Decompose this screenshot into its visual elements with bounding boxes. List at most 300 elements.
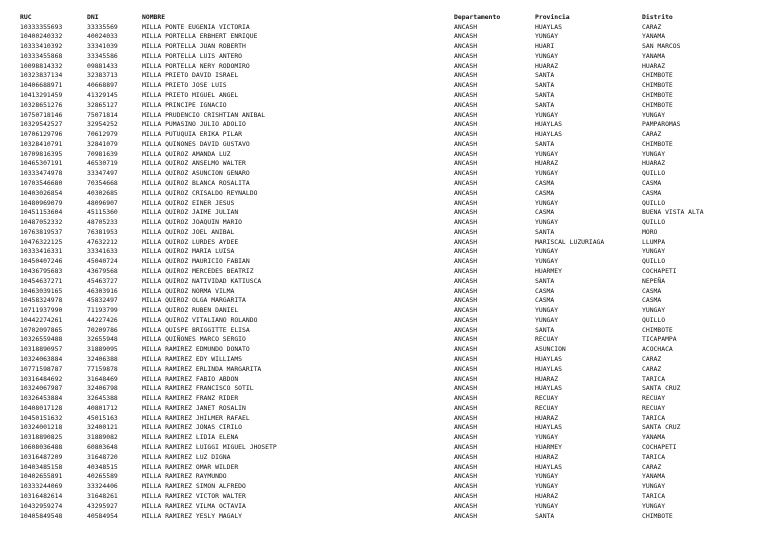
nombre-cell: MILLA PRIETO DAVID ISRAEL (142, 71, 239, 80)
ruc-cell: 10476322125 (20, 237, 63, 246)
table-row (0, 404, 768, 414)
ruc-cell: 10450407246 (20, 257, 63, 266)
ruc-cell: 10702097865 (20, 325, 63, 334)
distrito-cell: YUNGAY (642, 110, 666, 119)
nombre-cell: MILLA RAMIREZ JHILMER RAFAEL (142, 413, 250, 422)
departamento-cell: ANCASH (454, 257, 478, 266)
departamento-cell: ANCASH (454, 267, 478, 275)
distrito-cell: YUNGAY (642, 247, 666, 256)
provincia-cell: MARISCAL LUZURIAGA (535, 237, 605, 246)
distrito-cell: CASMA (642, 178, 662, 187)
provincia-cell: YUNGAY (535, 247, 559, 256)
provincia-cell: SANTA (535, 100, 555, 109)
distrito-cell: YANAMA (642, 32, 666, 41)
dni-cell: 31648720 (87, 452, 118, 461)
table-row (0, 71, 768, 81)
provincia-cell: HUAYLAS (535, 384, 562, 393)
dni-cell: 33341039 (87, 42, 118, 51)
provincia-cell: YUNGAY (535, 315, 559, 324)
provincia-cell: HUAYLAS (535, 355, 562, 364)
dni-cell: 75071814 (87, 110, 118, 119)
distrito-cell: MORO (642, 227, 658, 236)
column-header-dni: DNI (87, 13, 99, 21)
table-row (0, 365, 768, 375)
table-row (0, 443, 768, 453)
table-row (0, 453, 768, 463)
departamento-cell: ANCASH (454, 247, 478, 256)
distrito-cell: TARICA (642, 413, 666, 422)
provincia-cell: HUARMEY (535, 267, 562, 275)
dni-cell: 31648261 (87, 491, 118, 500)
departamento-cell: ANCASH (454, 345, 478, 354)
nombre-cell: MILLA PRIETO JOSE LUIS (142, 81, 227, 90)
nombre-cell: MILLA PONTE EUGENIA VICTORIA (142, 22, 250, 31)
distrito-cell: RECUAY (642, 394, 666, 403)
dni-cell: 43295927 (87, 501, 118, 510)
dni-cell: 40302685 (87, 188, 118, 197)
departamento-cell: ANCASH (454, 374, 478, 383)
table-row (0, 375, 768, 385)
nombre-cell: MILLA RAMIREZ ERLINDA MARGARITA (142, 364, 262, 373)
departamento-cell: ANCASH (454, 61, 478, 70)
distrito-cell: CHIMBOTE (642, 100, 673, 109)
nombre-cell: MILLA QUIÑONES MARCO SERGIO (142, 335, 246, 344)
table-row (0, 208, 768, 218)
provincia-cell: SANTA (535, 139, 555, 148)
distrito-cell: QUILLO (642, 257, 666, 266)
nombre-cell: MILLA RAMIREZ LUZ DIGNA (142, 452, 231, 461)
table-row (0, 316, 768, 326)
ruc-cell: 10436795683 (20, 267, 63, 275)
nombre-cell: MILLA QUIROZ RUBEN DANIEL (142, 306, 239, 315)
dni-cell: 40024033 (87, 32, 118, 41)
table-row (0, 482, 768, 492)
ruc-cell: 10098814332 (20, 61, 63, 70)
dni-cell: 70612979 (87, 130, 118, 139)
nombre-cell: MILLA RAMIREZ LUIGGI MIGUEL JHOSETP (142, 443, 277, 452)
nombre-cell: MILLA QUISPE BRIGGITTE ELISA (142, 325, 250, 334)
distrito-cell: SAN MARCOS (642, 42, 681, 51)
ruc-cell: 10333410392 (20, 42, 63, 51)
distrito-cell: TARICA (642, 491, 666, 500)
distrito-cell: CHIMBOTE (642, 139, 673, 148)
nombre-cell: MILLA RAMIREZ FRANZ RIDER (142, 394, 239, 403)
dni-cell: 31889082 (87, 433, 118, 442)
ruc-cell: 10333474978 (20, 169, 63, 178)
dni-cell: 40584954 (87, 511, 118, 520)
ruc-cell: 10405849548 (20, 511, 63, 520)
provincia-cell: YUNGAY (535, 169, 559, 178)
nombre-cell: MILLA RAMIREZ RAYMUNDO (142, 472, 227, 481)
nombre-cell: MILLA RAMIREZ JANET ROSALIN (142, 403, 246, 412)
distrito-cell: SANTA CRUZ (642, 423, 681, 432)
dni-cell: 47632212 (87, 237, 118, 246)
provincia-cell: SANTA (535, 71, 555, 80)
provincia-cell: SANTA (535, 325, 555, 334)
table-header-row (0, 13, 768, 23)
provincia-cell: HUARAZ (535, 61, 559, 70)
dni-cell: 70354668 (87, 178, 118, 187)
dni-cell: 32841079 (87, 139, 118, 148)
nombre-cell: MILLA QUIROZ VITALIANO ROLANDO (142, 315, 258, 324)
ruc-cell: 10706129796 (20, 130, 63, 139)
ruc-cell: 10709816395 (20, 149, 63, 158)
nombre-cell: MILLA QUIROZ ASUNCION GENARO (142, 169, 250, 178)
departamento-cell: ANCASH (454, 462, 478, 471)
ruc-cell: 10463039165 (20, 286, 63, 295)
provincia-cell: HUAYLAS (535, 423, 562, 432)
column-header-provincia: Provincia (535, 13, 570, 21)
dni-cell: 45115360 (87, 208, 118, 217)
departamento-cell: ANCASH (454, 100, 478, 109)
departamento-cell: ANCASH (454, 198, 478, 207)
departamento-cell: ANCASH (454, 130, 478, 139)
dni-cell: 76381953 (87, 227, 118, 236)
dni-cell: 32406798 (87, 384, 118, 393)
departamento-cell: ANCASH (454, 403, 478, 412)
provincia-cell: CASMA (535, 178, 555, 187)
provincia-cell: HUARAZ (535, 159, 559, 168)
provincia-cell: YUNGAY (535, 472, 559, 481)
ruc-cell: 10316482614 (20, 491, 63, 500)
ruc-cell: 10318890825 (20, 433, 63, 442)
dni-cell: 46530719 (87, 159, 118, 168)
distrito-cell: QUILLO (642, 198, 666, 207)
nombre-cell: MILLA PUTUQUIA ERIKA PILAR (142, 130, 243, 139)
ruc-cell: 10413291459 (20, 90, 63, 99)
provincia-cell: SANTA (535, 90, 555, 99)
ruc-cell: 10316484692 (20, 374, 63, 383)
ruc-cell: 10323837134 (20, 71, 63, 80)
distrito-cell: CASMA (642, 296, 662, 305)
ruc-cell: 10763819537 (20, 227, 63, 236)
ruc-cell: 10480969079 (20, 198, 63, 207)
ruc-cell: 10333455868 (20, 51, 63, 60)
dni-cell: 33324406 (87, 482, 118, 491)
departamento-cell: ANCASH (454, 178, 478, 187)
departamento-cell: ANCASH (454, 384, 478, 393)
ruc-cell: 10324067987 (20, 384, 63, 393)
departamento-cell: ANCASH (454, 237, 478, 246)
dni-cell: 33347497 (87, 169, 118, 178)
table-row (0, 433, 768, 443)
distrito-cell: TARICA (642, 374, 666, 383)
table-row (0, 228, 768, 238)
table-row (0, 257, 768, 267)
ruc-cell: 10408017128 (20, 403, 63, 412)
provincia-cell: HUARAZ (535, 452, 559, 461)
dni-cell: 45463727 (87, 276, 118, 285)
provincia-cell: HUAYLAS (535, 22, 562, 31)
distrito-cell: QUILLO (642, 218, 666, 227)
provincia-cell: CASMA (535, 208, 555, 217)
table-row (0, 179, 768, 189)
dni-cell: 33335569 (87, 22, 118, 31)
provincia-cell: CASMA (535, 296, 555, 305)
distrito-cell: YUNGAY (642, 306, 666, 315)
dni-cell: 32865127 (87, 100, 118, 109)
distrito-cell: CHIMBOTE (642, 90, 673, 99)
distrito-cell: YUNGAY (642, 482, 666, 491)
nombre-cell: MILLA QUIROZ JAIME JULIAN (142, 208, 239, 217)
departamento-cell: ANCASH (454, 139, 478, 148)
provincia-cell: YUNGAY (535, 149, 559, 158)
ruc-cell: 10711937990 (20, 306, 63, 315)
table-row (0, 111, 768, 121)
dni-cell: 32406388 (87, 355, 118, 364)
ruc-cell: 10406688971 (20, 81, 63, 90)
dni-cell: 45015163 (87, 413, 118, 422)
dni-cell: 77159878 (87, 364, 118, 373)
ruc-cell: 10450151632 (20, 413, 63, 422)
table-row (0, 130, 768, 140)
dni-cell: 43679568 (87, 267, 118, 275)
departamento-cell: ANCASH (454, 120, 478, 129)
table-row (0, 199, 768, 209)
departamento-cell: ANCASH (454, 306, 478, 315)
table-row (0, 140, 768, 150)
nombre-cell: MILLA PRUDENCIO CRISHTIAN ANIBAL (142, 110, 266, 119)
distrito-cell: SANTA CRUZ (642, 384, 681, 393)
distrito-cell: COCHAPETI (642, 443, 677, 452)
departamento-cell: ANCASH (454, 355, 478, 364)
dni-cell: 40668897 (87, 81, 118, 90)
nombre-cell: MILLA RAMIREZ LIDIA ELENA (142, 433, 239, 442)
provincia-cell: YUNGAY (535, 501, 559, 510)
provincia-cell: RECUAY (535, 335, 559, 344)
departamento-cell: ANCASH (454, 90, 478, 99)
distrito-cell: CARAZ (642, 22, 662, 31)
provincia-cell: RECUAY (535, 403, 559, 412)
dni-cell: 45832497 (87, 296, 118, 305)
dni-cell: 31889095 (87, 345, 118, 354)
provincia-cell: HUARAZ (535, 491, 559, 500)
departamento-cell: ANCASH (454, 286, 478, 295)
ruc-cell: 10771598787 (20, 364, 63, 373)
dni-cell: 32954252 (87, 120, 118, 129)
provincia-cell: YUNGAY (535, 306, 559, 315)
distrito-cell: CASMA (642, 286, 662, 295)
dni-cell: 70209786 (87, 325, 118, 334)
ruc-cell: 10316487209 (20, 452, 63, 461)
dni-cell: 09881433 (87, 61, 118, 70)
ruc-cell: 10318890957 (20, 345, 63, 354)
table-row (0, 423, 768, 433)
dni-cell: 40265589 (87, 472, 118, 481)
column-header-nombre: NOMBRE (142, 13, 166, 21)
departamento-cell: ANCASH (454, 218, 478, 227)
provincia-cell: SANTA (535, 276, 555, 285)
ruc-cell: 10442274261 (20, 315, 63, 324)
table-row (0, 150, 768, 160)
dni-cell: 33341633 (87, 247, 118, 256)
table-row (0, 384, 768, 394)
table-row (0, 32, 768, 42)
departamento-cell: ANCASH (454, 110, 478, 119)
provincia-cell: YUNGAY (535, 32, 559, 41)
ruc-cell: 10326453884 (20, 394, 63, 403)
distrito-cell: ACOCHACA (642, 345, 673, 354)
distrito-cell: YANAMA (642, 472, 666, 481)
table-row (0, 394, 768, 404)
table-row (0, 42, 768, 52)
departamento-cell: ANCASH (454, 433, 478, 442)
ruc-cell: 10403485158 (20, 462, 63, 471)
provincia-cell: SANTA (535, 227, 555, 236)
distrito-cell: TARICA (642, 452, 666, 461)
distrito-cell: CHIMBOTE (642, 511, 673, 520)
distrito-cell: CARAZ (642, 355, 662, 364)
distrito-cell: COCHAPETI (642, 267, 677, 275)
nombre-cell: MILLA QUIROZ EINER JESUS (142, 198, 235, 207)
ruc-cell: 10432959274 (20, 501, 63, 510)
nombre-cell: MILLA QUIROZ NORMA VILMA (142, 286, 235, 295)
departamento-cell: ANCASH (454, 315, 478, 324)
nombre-cell: MILLA RAMIREZ JONAS CIRILO (142, 423, 243, 432)
nombre-cell: MILLA RAMIREZ EDY WILLIAMS (142, 355, 243, 364)
departamento-cell: ANCASH (454, 51, 478, 60)
departamento-cell: ANCASH (454, 443, 478, 452)
nombre-cell: MILLA QUINONES DAVID GUSTAVO (142, 139, 250, 148)
distrito-cell: CASMA (642, 188, 662, 197)
table-row (0, 159, 768, 169)
dni-cell: 32645388 (87, 394, 118, 403)
ruc-cell: 10458324978 (20, 296, 63, 305)
provincia-cell: YUNGAY (535, 433, 559, 442)
provincia-cell: SANTA (535, 511, 555, 520)
provincia-cell: HUAYLAS (535, 364, 562, 373)
departamento-cell: ANCASH (454, 188, 478, 197)
provincia-cell: HUARAZ (535, 374, 559, 383)
nombre-cell: MILLA QUIROZ MARIA LUISA (142, 247, 235, 256)
distrito-cell: CHIMBOTE (642, 81, 673, 90)
nombre-cell: MILLA QUIROZ JOEL ANIBAL (142, 227, 235, 236)
distrito-cell: CARAZ (642, 462, 662, 471)
departamento-cell: ANCASH (454, 364, 478, 373)
distrito-cell: YANAMA (642, 433, 666, 442)
departamento-cell: ANCASH (454, 71, 478, 80)
nombre-cell: MILLA QUIROZ CRISALDO REYNALDO (142, 188, 258, 197)
ruc-cell: 10400240332 (20, 32, 63, 41)
departamento-cell: ANCASH (454, 32, 478, 41)
nombre-cell: MILLA RAMIREZ OMAR WILDER (142, 462, 239, 471)
nombre-cell: MILLA RAMIREZ SIMON ALFREDO (142, 482, 246, 491)
dni-cell: 33345586 (87, 51, 118, 60)
table-row (0, 345, 768, 355)
table-row (0, 52, 768, 62)
dni-cell: 40801712 (87, 403, 118, 412)
provincia-cell: YUNGAY (535, 257, 559, 266)
provincia-cell: YUNGAY (535, 51, 559, 60)
departamento-cell: ANCASH (454, 227, 478, 236)
ruc-cell: 10608036488 (20, 443, 63, 452)
table-row (0, 62, 768, 72)
departamento-cell: ANCASH (454, 81, 478, 90)
table-row (0, 335, 768, 345)
provincia-cell: YUNGAY (535, 218, 559, 227)
dni-cell: 31648469 (87, 374, 118, 383)
departamento-cell: ANCASH (454, 472, 478, 481)
distrito-cell: QUILLO (642, 315, 666, 324)
dni-cell: 71193799 (87, 306, 118, 315)
table-row (0, 414, 768, 424)
ruc-cell: 10328410791 (20, 139, 63, 148)
distrito-cell: TICAPAMPA (642, 335, 677, 344)
provincia-cell: YUNGAY (535, 482, 559, 491)
nombre-cell: MILLA PRIETO MIGUEL ANGEL (142, 90, 239, 99)
distrito-cell: CHIMBOTE (642, 325, 673, 334)
dni-cell: 32383713 (87, 71, 118, 80)
provincia-cell: CASMA (535, 286, 555, 295)
table-row (0, 512, 768, 522)
departamento-cell: ANCASH (454, 413, 478, 422)
ruc-cell: 10454637271 (20, 276, 63, 285)
table-row (0, 120, 768, 130)
ruc-cell: 10402655891 (20, 472, 63, 481)
provincia-cell: HUARI (535, 42, 555, 51)
table-row (0, 296, 768, 306)
departamento-cell: ANCASH (454, 42, 478, 51)
distrito-cell: RECUAY (642, 403, 666, 412)
dni-cell: 40348515 (87, 462, 118, 471)
distrito-cell: LLUMPA (642, 237, 666, 246)
provincia-cell: YUNGAY (535, 110, 559, 119)
departamento-cell: ANCASH (454, 394, 478, 403)
distrito-cell: NEPEÑA (642, 276, 666, 285)
provincia-cell: ASUNCION (535, 345, 566, 354)
departamento-cell: ANCASH (454, 491, 478, 500)
table-row (0, 463, 768, 473)
nombre-cell: MILLA PUMASINO JULIO ADOLIO (142, 120, 246, 129)
departamento-cell: ANCASH (454, 159, 478, 168)
distrito-cell: CHIMBOTE (642, 71, 673, 80)
ruc-cell: 10333416331 (20, 247, 63, 256)
table-row (0, 277, 768, 287)
ruc-cell: 10333244069 (20, 482, 63, 491)
provincia-cell: HUAYLAS (535, 130, 562, 139)
nombre-cell: MILLA QUIROZ ANSELMO WALTER (142, 159, 246, 168)
departamento-cell: ANCASH (454, 296, 478, 305)
distrito-cell: CARAZ (642, 364, 662, 373)
ruc-cell: 10750718146 (20, 110, 63, 119)
table-row (0, 326, 768, 336)
nombre-cell: MILLA RAMIREZ VICTOR WALTER (142, 491, 246, 500)
provincia-cell: HUAYLAS (535, 462, 562, 471)
nombre-cell: MILLA QUIROZ OLGA MARGARITA (142, 296, 246, 305)
table-row (0, 492, 768, 502)
distrito-cell: HUARAZ (642, 61, 666, 70)
table-row (0, 238, 768, 248)
provincia-cell: SANTA (535, 81, 555, 90)
departamento-cell: ANCASH (454, 22, 478, 31)
departamento-cell: ANCASH (454, 511, 478, 520)
provincia-cell: HUARMEY (535, 443, 562, 452)
table-row (0, 267, 768, 277)
dni-cell: 41329145 (87, 90, 118, 99)
ruc-cell: 10487052332 (20, 218, 63, 227)
provincia-cell: RECUAY (535, 394, 559, 403)
ruc-cell: 10328651276 (20, 100, 63, 109)
nombre-cell: MILLA RAMIREZ FRANCISCO SOTIL (142, 384, 254, 393)
provincia-cell: YUNGAY (535, 198, 559, 207)
table-row (0, 218, 768, 228)
departamento-cell: ANCASH (454, 149, 478, 158)
provincia-cell: HUARAZ (535, 413, 559, 422)
column-header-distrito: Distrito (642, 13, 673, 21)
departamento-cell: ANCASH (454, 452, 478, 461)
ruc-cell: 10465307191 (20, 159, 63, 168)
ruc-cell: 10403026854 (20, 188, 63, 197)
